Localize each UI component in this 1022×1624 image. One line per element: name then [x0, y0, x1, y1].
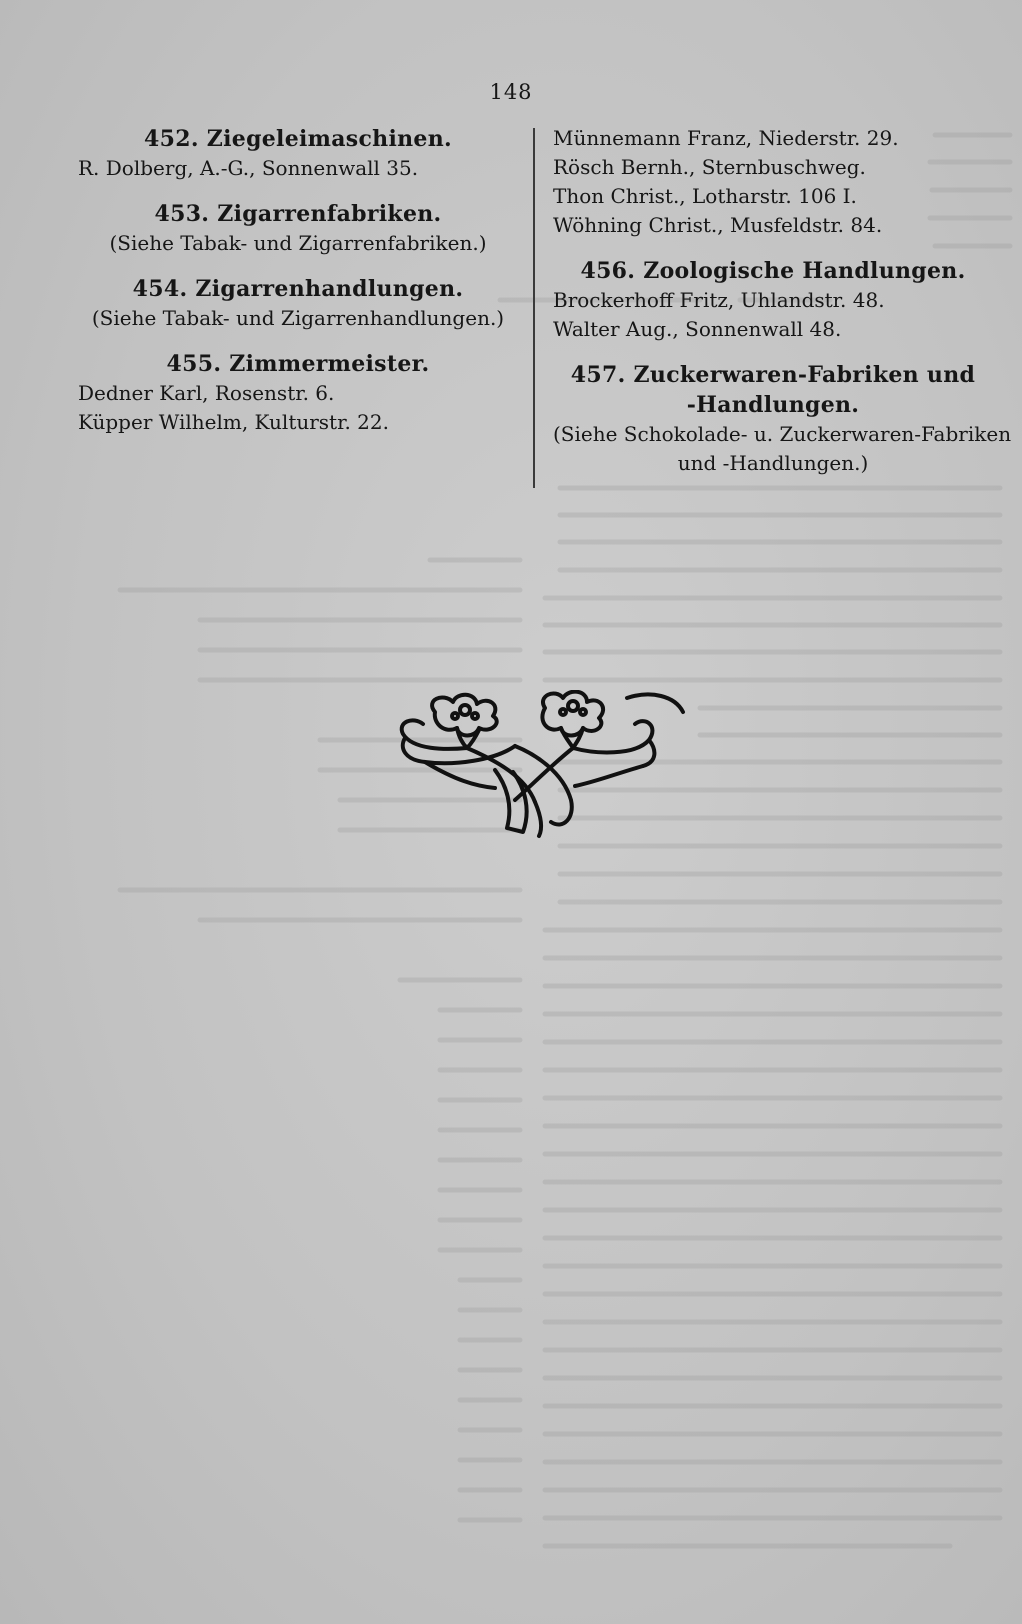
cross-reference-note: (Siehe Tabak- und Zigarrenfabriken.): [109, 231, 487, 255]
entry-line: R. Dolberg, A.-G., Sonnenwall 35.: [78, 156, 419, 180]
column-divider: [533, 128, 535, 488]
left-column: [78, 124, 518, 437]
cross-reference-note: (Siehe Schokolade- u. Zuckerwaren-Fabriken: [553, 422, 1012, 446]
entry-line: Walter Aug., Sonnenwall 48.: [553, 317, 842, 341]
section-heading-456: 456. Zoologische Handlungen.: [580, 258, 966, 284]
entry-line: Thon Christ., Lotharstr. 106 I.: [553, 184, 857, 208]
section-heading-455: 455. Zimmermeister.: [166, 351, 430, 377]
section-heading-452: 452. Ziegeleimaschinen.: [144, 126, 452, 152]
section-heading-457-continued: -Handlungen.: [686, 392, 860, 418]
page-number: 148: [489, 80, 533, 104]
section-heading-457: 457. Zuckerwaren-Fabriken und: [570, 362, 976, 388]
cross-reference-note: und -Handlungen.): [677, 451, 869, 475]
floral-ornament-icon: [395, 690, 695, 840]
entry-line: Dedner Karl, Rosenstr. 6.: [78, 381, 335, 405]
section-heading-453: 453. Zigarrenfabriken.: [154, 201, 442, 227]
entry-line: Wöhning Christ., Musfeldstr. 84.: [553, 213, 883, 237]
entry-line: Brockerhoff Fritz, Uhlandstr. 48.: [553, 288, 885, 312]
entry-line: Küpper Wilhelm, Kulturstr. 22.: [78, 410, 389, 434]
entry-line: Münnemann Franz, Niederstr. 29.: [553, 126, 899, 150]
entry-line: Rösch Bernh., Sternbuschweg.: [553, 155, 866, 179]
section-heading-454: 454. Zigarrenhandlungen.: [132, 276, 464, 302]
cross-reference-note: (Siehe Tabak- und Zigarrenhandlungen.): [91, 306, 505, 330]
right-column: [553, 124, 1012, 478]
